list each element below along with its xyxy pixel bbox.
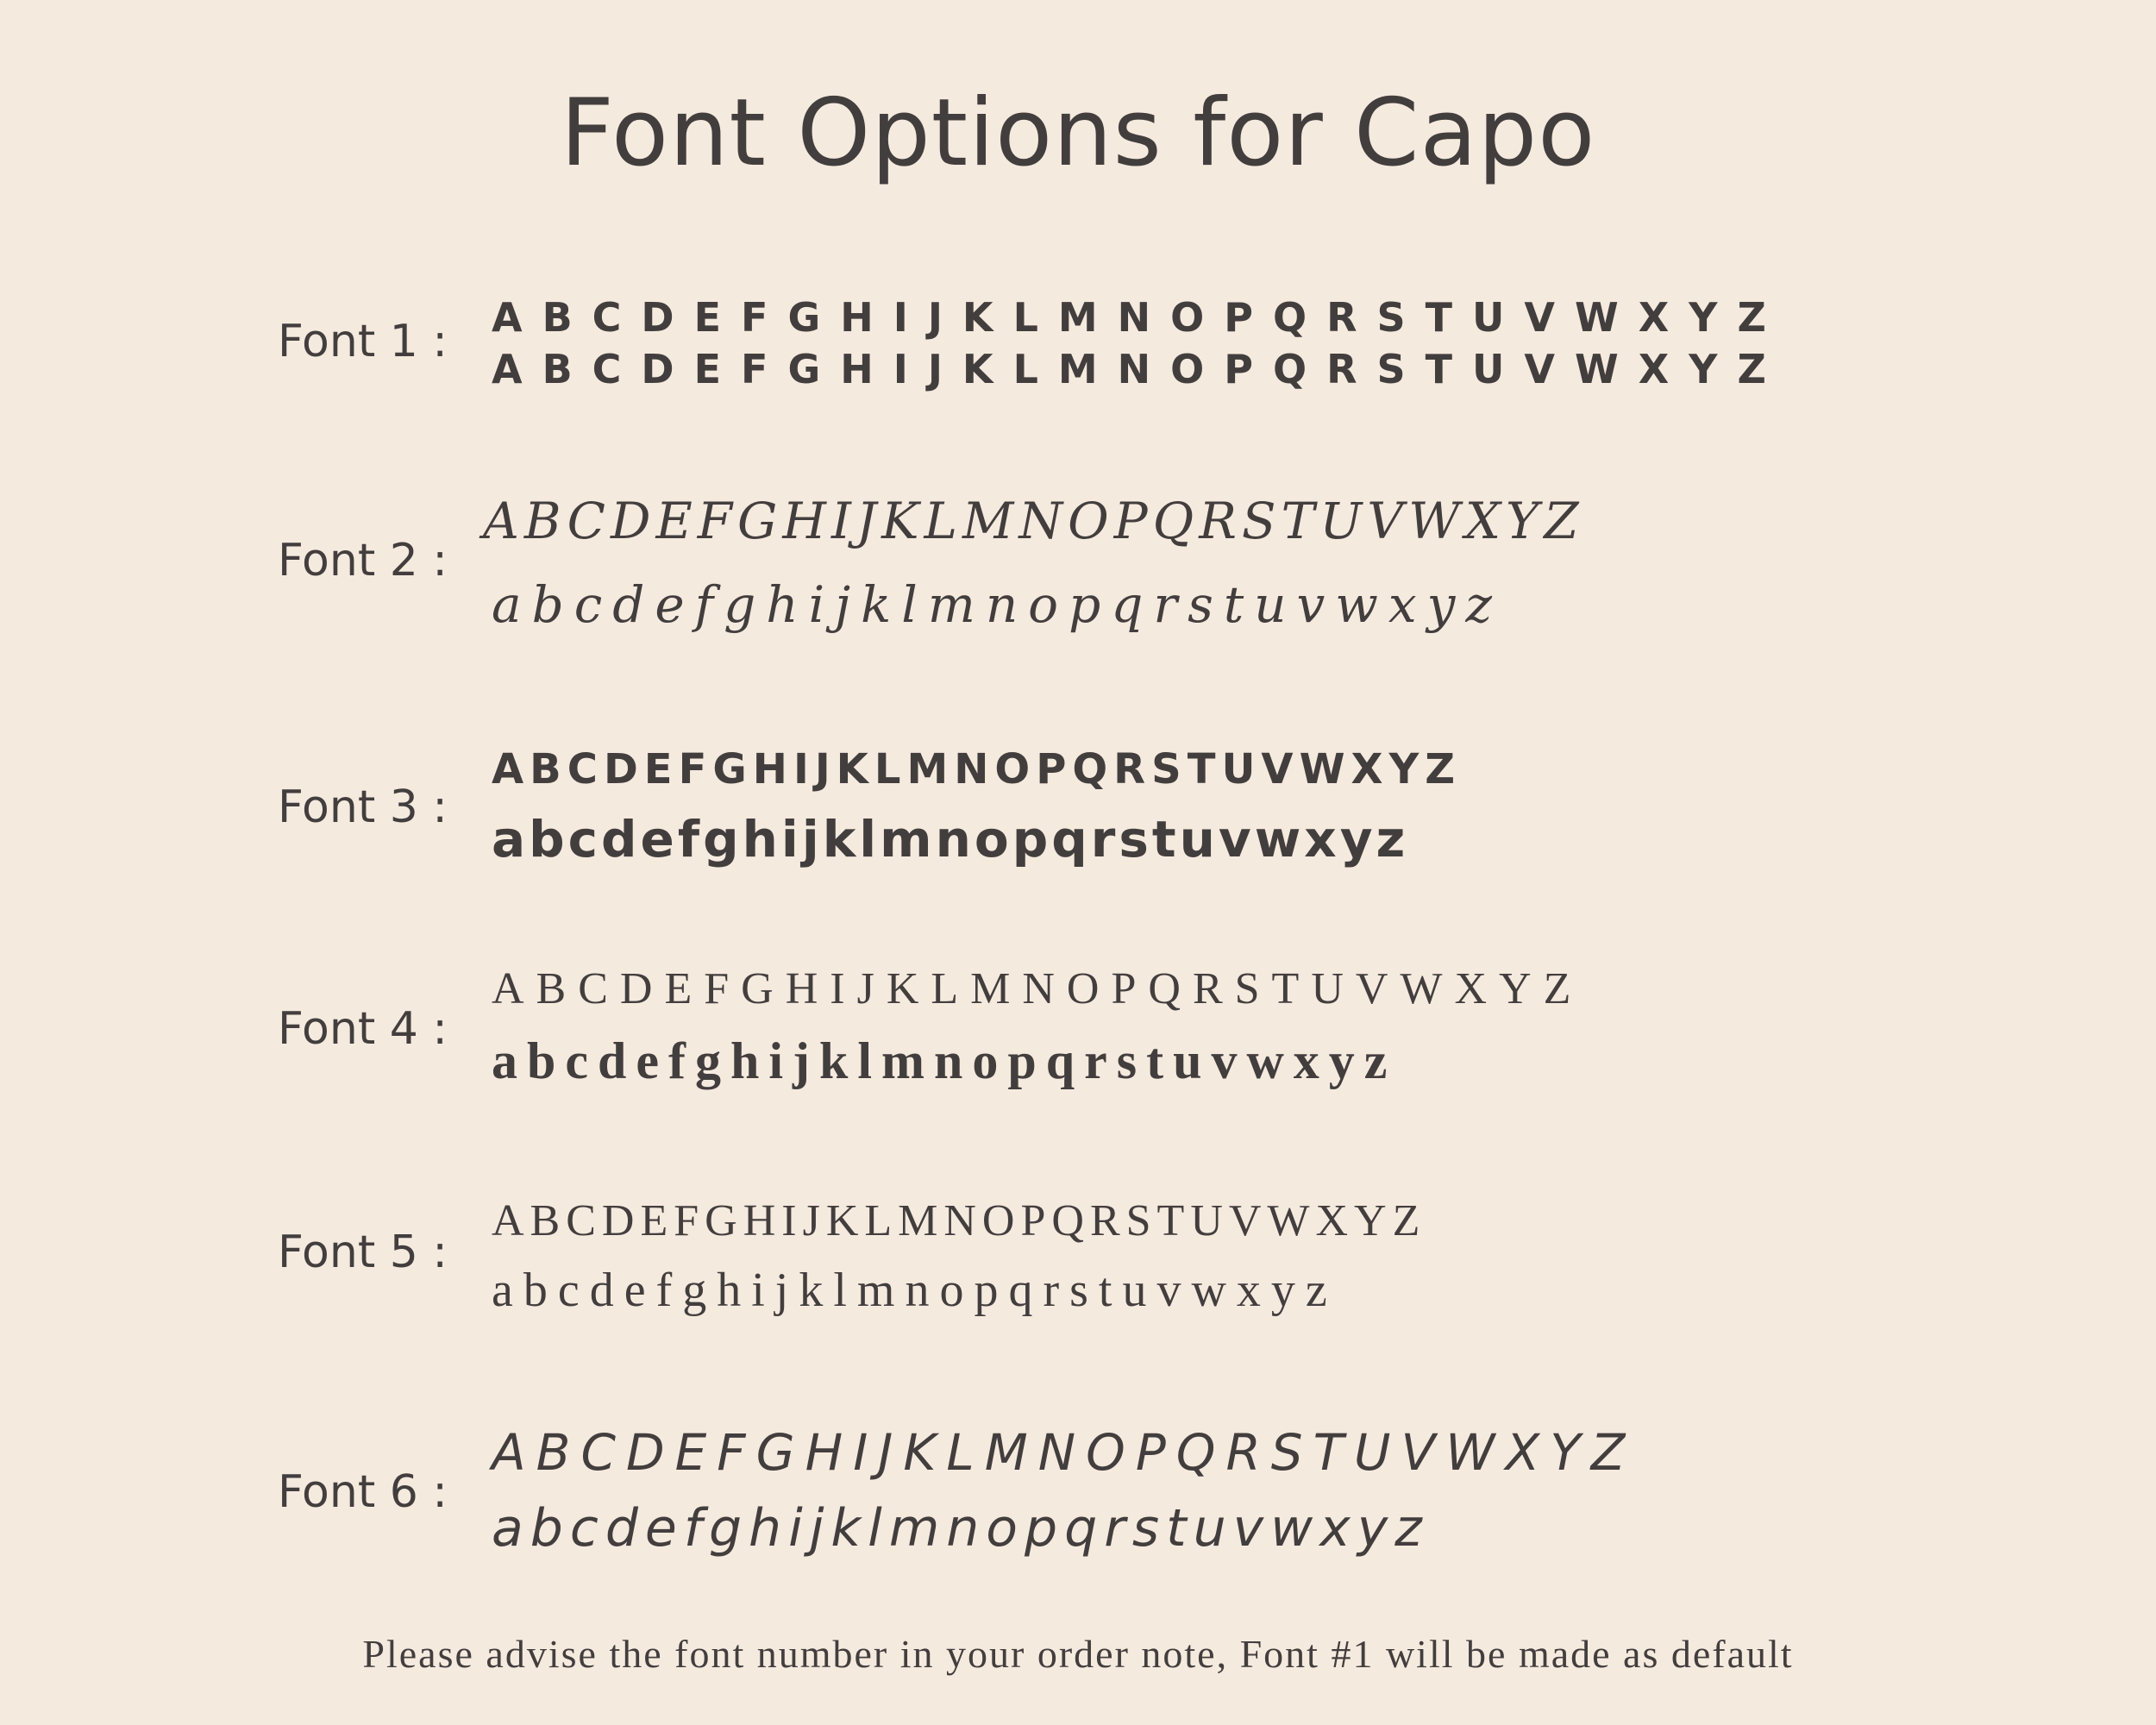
page-title: Font Options for Capo — [560, 79, 1596, 187]
font-label: Font 3 : — [278, 781, 448, 833]
font-label: Font 6 : — [278, 1466, 448, 1518]
font-sample-lowercase: abcdefghijklmnopqrstuvwxyz — [492, 575, 1502, 634]
font-label: Font 4 : — [278, 1003, 448, 1055]
font-sample-second-line: ABCDEFGHIJKLMNOPQRSTUVWXYZ — [492, 346, 1786, 392]
font-sample-uppercase: ABCDEFGHIJKLMNOPQRSTUVWXYZ — [492, 1423, 1636, 1482]
font-sample-lowercase: abcdefghijklmnopqrstuvwxyz — [492, 1498, 1429, 1559]
font-sample-lowercase: abcdefghijklmnopqrstuvwxyz — [492, 1032, 1397, 1089]
font-label: Font 2 : — [278, 535, 448, 586]
font-sample-uppercase: ABCDEFGHIJKLMNOPQRSTUVWXYZ — [492, 964, 1583, 1013]
font-sample-uppercase: ABCDEFGHIJKLMNOPQRSTUVWXYZ — [492, 1196, 1426, 1245]
order-note: Please advise the font number in your order note, Font #1 will be made as default — [362, 1632, 1794, 1676]
font-label: Font 1 : — [278, 316, 448, 367]
font-label: Font 5 : — [278, 1226, 448, 1278]
font-sample-uppercase: ABCDEFGHIJKLMNOPQRSTUVWXYZ — [492, 745, 1462, 794]
font-sample-lowercase: abcdefghijklmnopqrstuvwxyz — [492, 1264, 1338, 1317]
font-sample-lowercase: abcdefghijklmnopqrstuvwxyz — [492, 810, 1409, 869]
font-sample-uppercase: ABCDEFGHIJKLMNOPQRSTUVWXYZ — [492, 294, 1786, 341]
font-sample-uppercase: ABCDEFGHIJKLMNOPQRSTUVWXYZ — [483, 492, 1584, 550]
